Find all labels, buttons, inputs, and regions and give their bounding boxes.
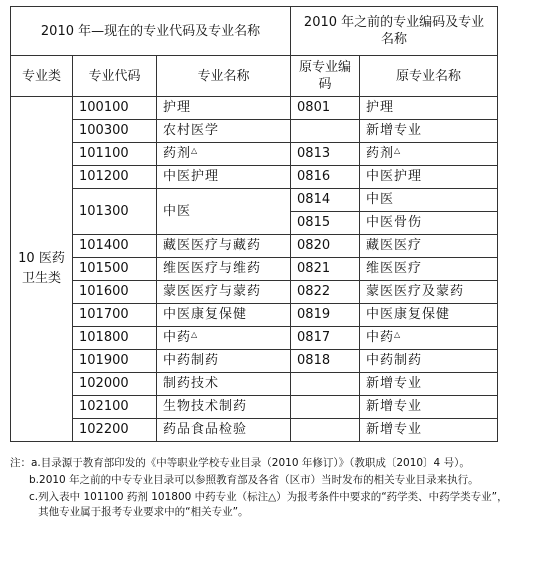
header-orig-code: 原专业编码 bbox=[291, 56, 360, 97]
major-name-text: 药剂 bbox=[163, 146, 192, 161]
major-name-cell bbox=[157, 143, 291, 166]
table-row bbox=[11, 373, 498, 396]
major-name-text: 中医康复保健 bbox=[163, 307, 248, 322]
orig-name-text: 蒙医医疗及蒙药 bbox=[366, 284, 465, 299]
header-name: 专业名称 bbox=[157, 56, 291, 97]
table-row bbox=[11, 304, 498, 327]
footnote-c-text: 列入表中 101100 药剂 101800 中药专业（标注△）为报考条件中要求的“药学类、中药学类专业”，其他专业属于报考专业要求中的“相关专业”。 bbox=[38, 491, 508, 518]
major-name-cell bbox=[157, 97, 291, 120]
major-name-text: 护理 bbox=[163, 100, 192, 115]
table-row bbox=[11, 97, 498, 120]
major-code-cell: 101600 bbox=[73, 281, 157, 304]
orig-code-cell: 0814 bbox=[291, 189, 360, 212]
triangle-mark-icon: △ bbox=[394, 146, 402, 155]
major-name-text: 生物技术制药 bbox=[163, 399, 248, 414]
major-name-cell bbox=[157, 235, 291, 258]
major-name-text: 藏医医疗与藏药 bbox=[163, 238, 262, 253]
orig-name-text: 中医 bbox=[366, 192, 395, 207]
major-name-cell bbox=[157, 189, 291, 235]
orig-name-cell bbox=[360, 350, 498, 373]
major-code-cell: 101500 bbox=[73, 258, 157, 281]
header-row-columns bbox=[11, 56, 498, 97]
table-row bbox=[11, 189, 498, 212]
major-name-text: 中药 bbox=[163, 330, 192, 345]
footnote-a-prefix: a. bbox=[31, 457, 41, 469]
table-row bbox=[11, 235, 498, 258]
major-name-text: 维医医疗与维药 bbox=[163, 261, 262, 276]
orig-code-cell bbox=[291, 419, 360, 442]
orig-code-cell: 0817 bbox=[291, 327, 360, 350]
major-name-text: 中医护理 bbox=[163, 169, 220, 184]
major-code-cell: 101300 bbox=[73, 189, 157, 235]
footnote-a-text: 目录源于教育部印发的《中等职业学校专业目录（2010 年修订）》（教职成〔2010〕4 号）。 bbox=[40, 457, 470, 469]
orig-name-text: 中医护理 bbox=[366, 169, 423, 184]
major-code-table bbox=[10, 6, 498, 442]
triangle-mark-icon: △ bbox=[191, 330, 199, 339]
major-code-cell: 101200 bbox=[73, 166, 157, 189]
footnote-a bbox=[10, 456, 515, 471]
orig-name-cell bbox=[360, 419, 498, 442]
header-before-group: 2010 年之前的专业编码及专业名称 bbox=[291, 7, 498, 56]
major-code-cell: 101100 bbox=[73, 143, 157, 166]
orig-code-cell: 0819 bbox=[291, 304, 360, 327]
table-row bbox=[11, 258, 498, 281]
major-name-cell bbox=[157, 327, 291, 350]
major-code-cell: 101700 bbox=[73, 304, 157, 327]
table-row bbox=[11, 396, 498, 419]
orig-code-cell: 0820 bbox=[291, 235, 360, 258]
footnote-c-prefix: c. bbox=[29, 491, 39, 503]
major-code-cell: 102100 bbox=[73, 396, 157, 419]
orig-name-cell bbox=[360, 143, 498, 166]
major-name-text: 药品食品检验 bbox=[163, 422, 248, 437]
major-code-cell: 100100 bbox=[73, 97, 157, 120]
major-code-cell: 102000 bbox=[73, 373, 157, 396]
orig-name-text: 中医骨伤 bbox=[366, 215, 423, 230]
orig-name-cell bbox=[360, 281, 498, 304]
orig-name-cell bbox=[360, 327, 498, 350]
triangle-mark-icon: △ bbox=[394, 330, 402, 339]
orig-name-text: 护理 bbox=[366, 100, 395, 115]
orig-code-cell: 0801 bbox=[291, 97, 360, 120]
orig-name-text: 中药 bbox=[366, 330, 395, 345]
major-name-text: 中医 bbox=[163, 203, 192, 219]
orig-name-cell bbox=[360, 258, 498, 281]
orig-name-cell bbox=[360, 97, 498, 120]
orig-name-cell bbox=[360, 373, 498, 396]
major-name-cell bbox=[157, 396, 291, 419]
major-name-cell bbox=[157, 120, 291, 143]
table-body bbox=[11, 97, 498, 442]
major-code-cell: 102200 bbox=[73, 419, 157, 442]
orig-name-text: 中医康复保健 bbox=[366, 307, 451, 322]
major-name-text: 制药技术 bbox=[163, 376, 220, 391]
orig-name-cell bbox=[360, 212, 498, 235]
major-name-cell bbox=[157, 258, 291, 281]
major-name-text: 农村医学 bbox=[163, 123, 220, 138]
major-name-cell bbox=[157, 350, 291, 373]
orig-name-text: 新增专业 bbox=[366, 422, 423, 437]
footnotes bbox=[10, 456, 515, 522]
major-code-cell: 101400 bbox=[73, 235, 157, 258]
orig-code-cell: 0821 bbox=[291, 258, 360, 281]
major-name-cell bbox=[157, 166, 291, 189]
major-name-text: 中药制药 bbox=[163, 353, 220, 368]
notes-label: 注： bbox=[10, 457, 31, 469]
major-name-cell bbox=[157, 373, 291, 396]
orig-code-cell bbox=[291, 120, 360, 143]
footnote-c bbox=[10, 490, 515, 520]
table-row bbox=[11, 350, 498, 373]
orig-code-cell bbox=[291, 373, 360, 396]
major-code-cell: 100300 bbox=[73, 120, 157, 143]
orig-name-text: 藏医医疗 bbox=[366, 238, 423, 253]
orig-code-cell: 0815 bbox=[291, 212, 360, 235]
header-row-group bbox=[11, 7, 498, 56]
orig-name-cell bbox=[360, 189, 498, 212]
orig-name-cell bbox=[360, 120, 498, 143]
orig-code-cell: 0816 bbox=[291, 166, 360, 189]
orig-name-text: 新增专业 bbox=[366, 123, 423, 138]
footnote-b-text: 2010 年之前的中专专业目录可以参照教育部及各省（区市）当时发布的相关专业目录来执行。 bbox=[39, 474, 479, 486]
major-name-cell bbox=[157, 419, 291, 442]
orig-name-cell bbox=[360, 396, 498, 419]
major-name-text: 蒙医医疗与蒙药 bbox=[163, 284, 262, 299]
orig-name-cell bbox=[360, 166, 498, 189]
header-orig-name: 原专业名称 bbox=[360, 56, 498, 97]
major-code-cell: 101800 bbox=[73, 327, 157, 350]
major-name-cell bbox=[157, 281, 291, 304]
major-name-cell bbox=[157, 304, 291, 327]
table-row bbox=[11, 419, 498, 442]
table-row bbox=[11, 120, 498, 143]
orig-code-cell bbox=[291, 396, 360, 419]
orig-code-cell: 0818 bbox=[291, 350, 360, 373]
category-cell: 10 医药卫生类 bbox=[11, 97, 73, 442]
table-row bbox=[11, 143, 498, 166]
table-row bbox=[11, 281, 498, 304]
orig-name-text: 中药制药 bbox=[366, 353, 423, 368]
footnote-b bbox=[10, 473, 515, 488]
orig-name-cell bbox=[360, 304, 498, 327]
orig-name-text: 药剂 bbox=[366, 146, 395, 161]
orig-name-cell bbox=[360, 235, 498, 258]
orig-name-text: 维医医疗 bbox=[366, 261, 423, 276]
header-category: 专业类 bbox=[11, 56, 73, 97]
header-current-group: 2010 年—现在的专业代码及专业名称 bbox=[11, 7, 291, 56]
footnote-b-prefix: b. bbox=[29, 474, 40, 486]
triangle-mark-icon: △ bbox=[191, 146, 199, 155]
header-code: 专业代码 bbox=[73, 56, 157, 97]
orig-name-text: 新增专业 bbox=[366, 399, 423, 414]
orig-name-text: 新增专业 bbox=[366, 376, 423, 391]
orig-code-cell: 0813 bbox=[291, 143, 360, 166]
major-code-cell: 101900 bbox=[73, 350, 157, 373]
table-row bbox=[11, 327, 498, 350]
table-row bbox=[11, 166, 498, 189]
orig-code-cell: 0822 bbox=[291, 281, 360, 304]
